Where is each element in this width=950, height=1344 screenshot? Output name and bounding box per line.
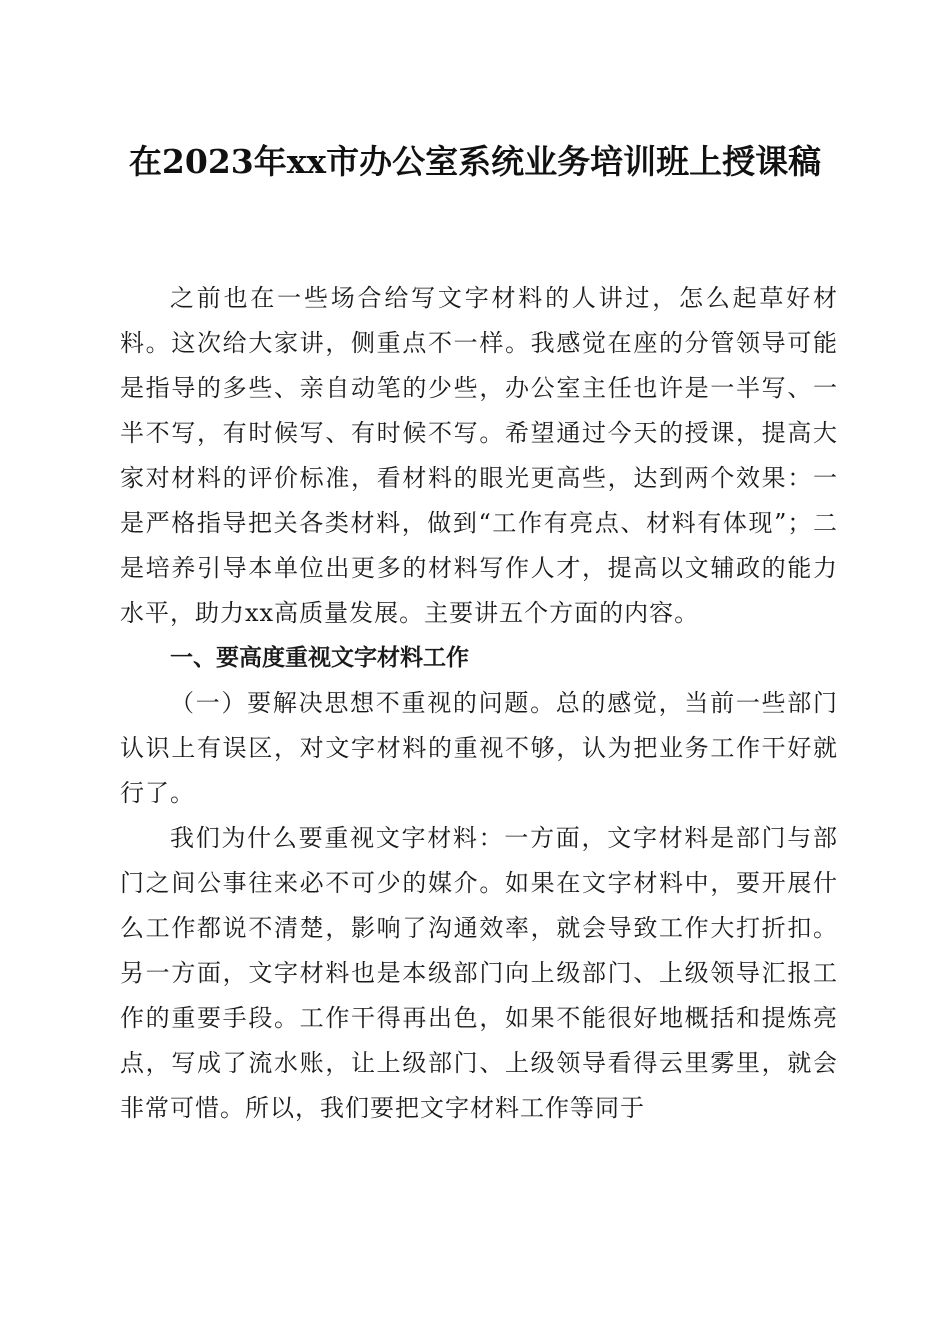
- intro-paragraph: 之前也在一些场合给写文字材料的人讲过，怎么起草好材料。这次给大家讲，侧重点不一样。我感觉在座的分管领导可能是指导的多些、亲自动笔的少些，办公室主任也许是一半写、一半不写，有时候写、有时候不写。希望通过今天的授课，提高大家对材料的评价标准，看材料的眼光更高些，达到两个效果：一是严格指导把关各类材料，做到“工作有亮点、材料有体现”；二是培养引导本单位出更多的材料写作人才，提高以文辅政的能力水平，助力xx高质量发展。主要讲五个方面的内容。: [120, 284, 838, 627]
- document-title: 在2023年xx市办公室系统业务培训班上授课稿: [128, 142, 822, 181]
- document-body: [120, 276, 838, 1131]
- section-heading: 一、要高度重视文字材料工作: [170, 645, 469, 671]
- subsection-paragraph: （一）要解决思想不重视的问题。总的感觉，当前一些部门认识上有误区，对文字材料的重视不够，认为把业务工作干好就行了。: [120, 689, 838, 807]
- body-paragraph: 我们为什么要重视文字材料：一方面，文字材料是部门与部门之间公事往来必不可少的媒介。如果在文字材料中，要开展什么工作都说不清楚，影响了沟通效率，就会导致工作大打折扣。另一方面，文字材料也是本级部门向上级部门、上级领导汇报工作的重要手段。工作干得再出色，如果不能很好地概括和提炼亮点，写成了流水账，让上级部门、上级领导看得云里雾里，就会非常可惜。所以，我们要把文字材料工作等同于: [120, 824, 838, 1122]
